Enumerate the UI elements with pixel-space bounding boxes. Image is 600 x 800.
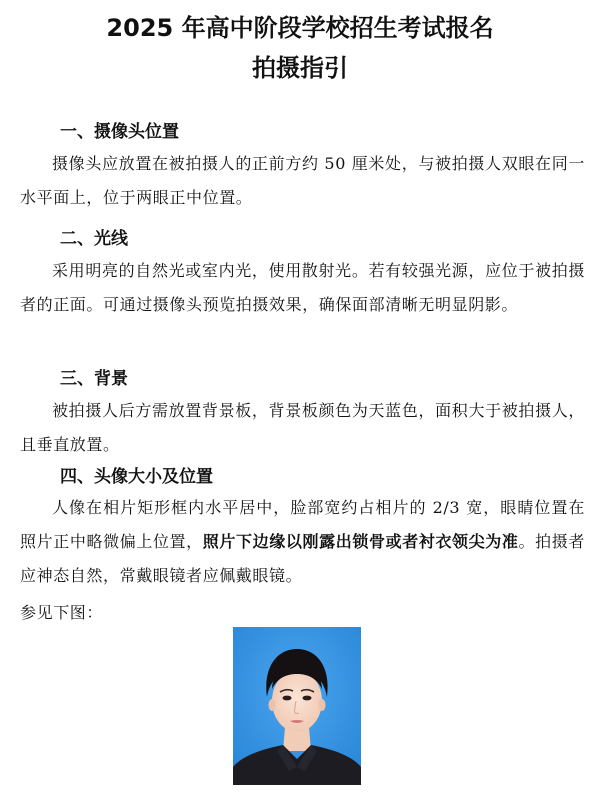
section-text-lighting: 采用明亮的自然光或室内光，使用散射光。若有较强光源，应位于被拍摄者的正面。可通过摄像头预览拍摄效果，确保面部清晰无明显阴影。 bbox=[20, 261, 585, 314]
see-below-text: 参见下图： bbox=[20, 603, 104, 622]
right-eye bbox=[303, 696, 312, 701]
section-text-camera-position: 摄像头应放置在被拍摄人的正前方约 50 厘米处，与被拍摄人双眼在同一水平面上，位于两眼正中位置。 bbox=[20, 154, 585, 207]
section-text-head-size-part1: 人像在相片矩形框内水平居中，脸部宽约占相片的 2/3 宽，眼睛位置在照片正中略微偏上位置， bbox=[20, 498, 585, 551]
left-eye bbox=[283, 696, 292, 701]
section-text-head-size-bold: 照片下边缘以刚露出锁骨或者衬衣领尖为准 bbox=[202, 532, 519, 551]
document-title-line-2: 拍摄指引 bbox=[252, 54, 348, 82]
right-ear bbox=[319, 699, 326, 711]
left-ear bbox=[269, 699, 276, 711]
section-heading-lighting: 二、光线 bbox=[60, 229, 128, 249]
section-text-background: 被拍摄人后方需放置背景板，背景板颜色为天蓝色，面积大于被拍摄人，且垂直放置。 bbox=[20, 401, 585, 454]
section-heading-head-size-position: 四、头像大小及位置 bbox=[60, 467, 213, 487]
document-title-line-1: 2025 年高中阶段学校招生考试报名 bbox=[106, 14, 494, 42]
section-heading-background: 三、背景 bbox=[60, 369, 128, 389]
section-text-head-size-part2: 。拍摄者应神态自然，常戴眼镜者应佩戴眼镜。 bbox=[20, 532, 585, 585]
section-heading-camera-position: 一、摄像头位置 bbox=[60, 122, 179, 142]
sample-id-photo-portrait bbox=[233, 627, 361, 785]
sample-id-photo bbox=[233, 627, 361, 785]
section-text-head-size-position bbox=[20, 491, 585, 593]
